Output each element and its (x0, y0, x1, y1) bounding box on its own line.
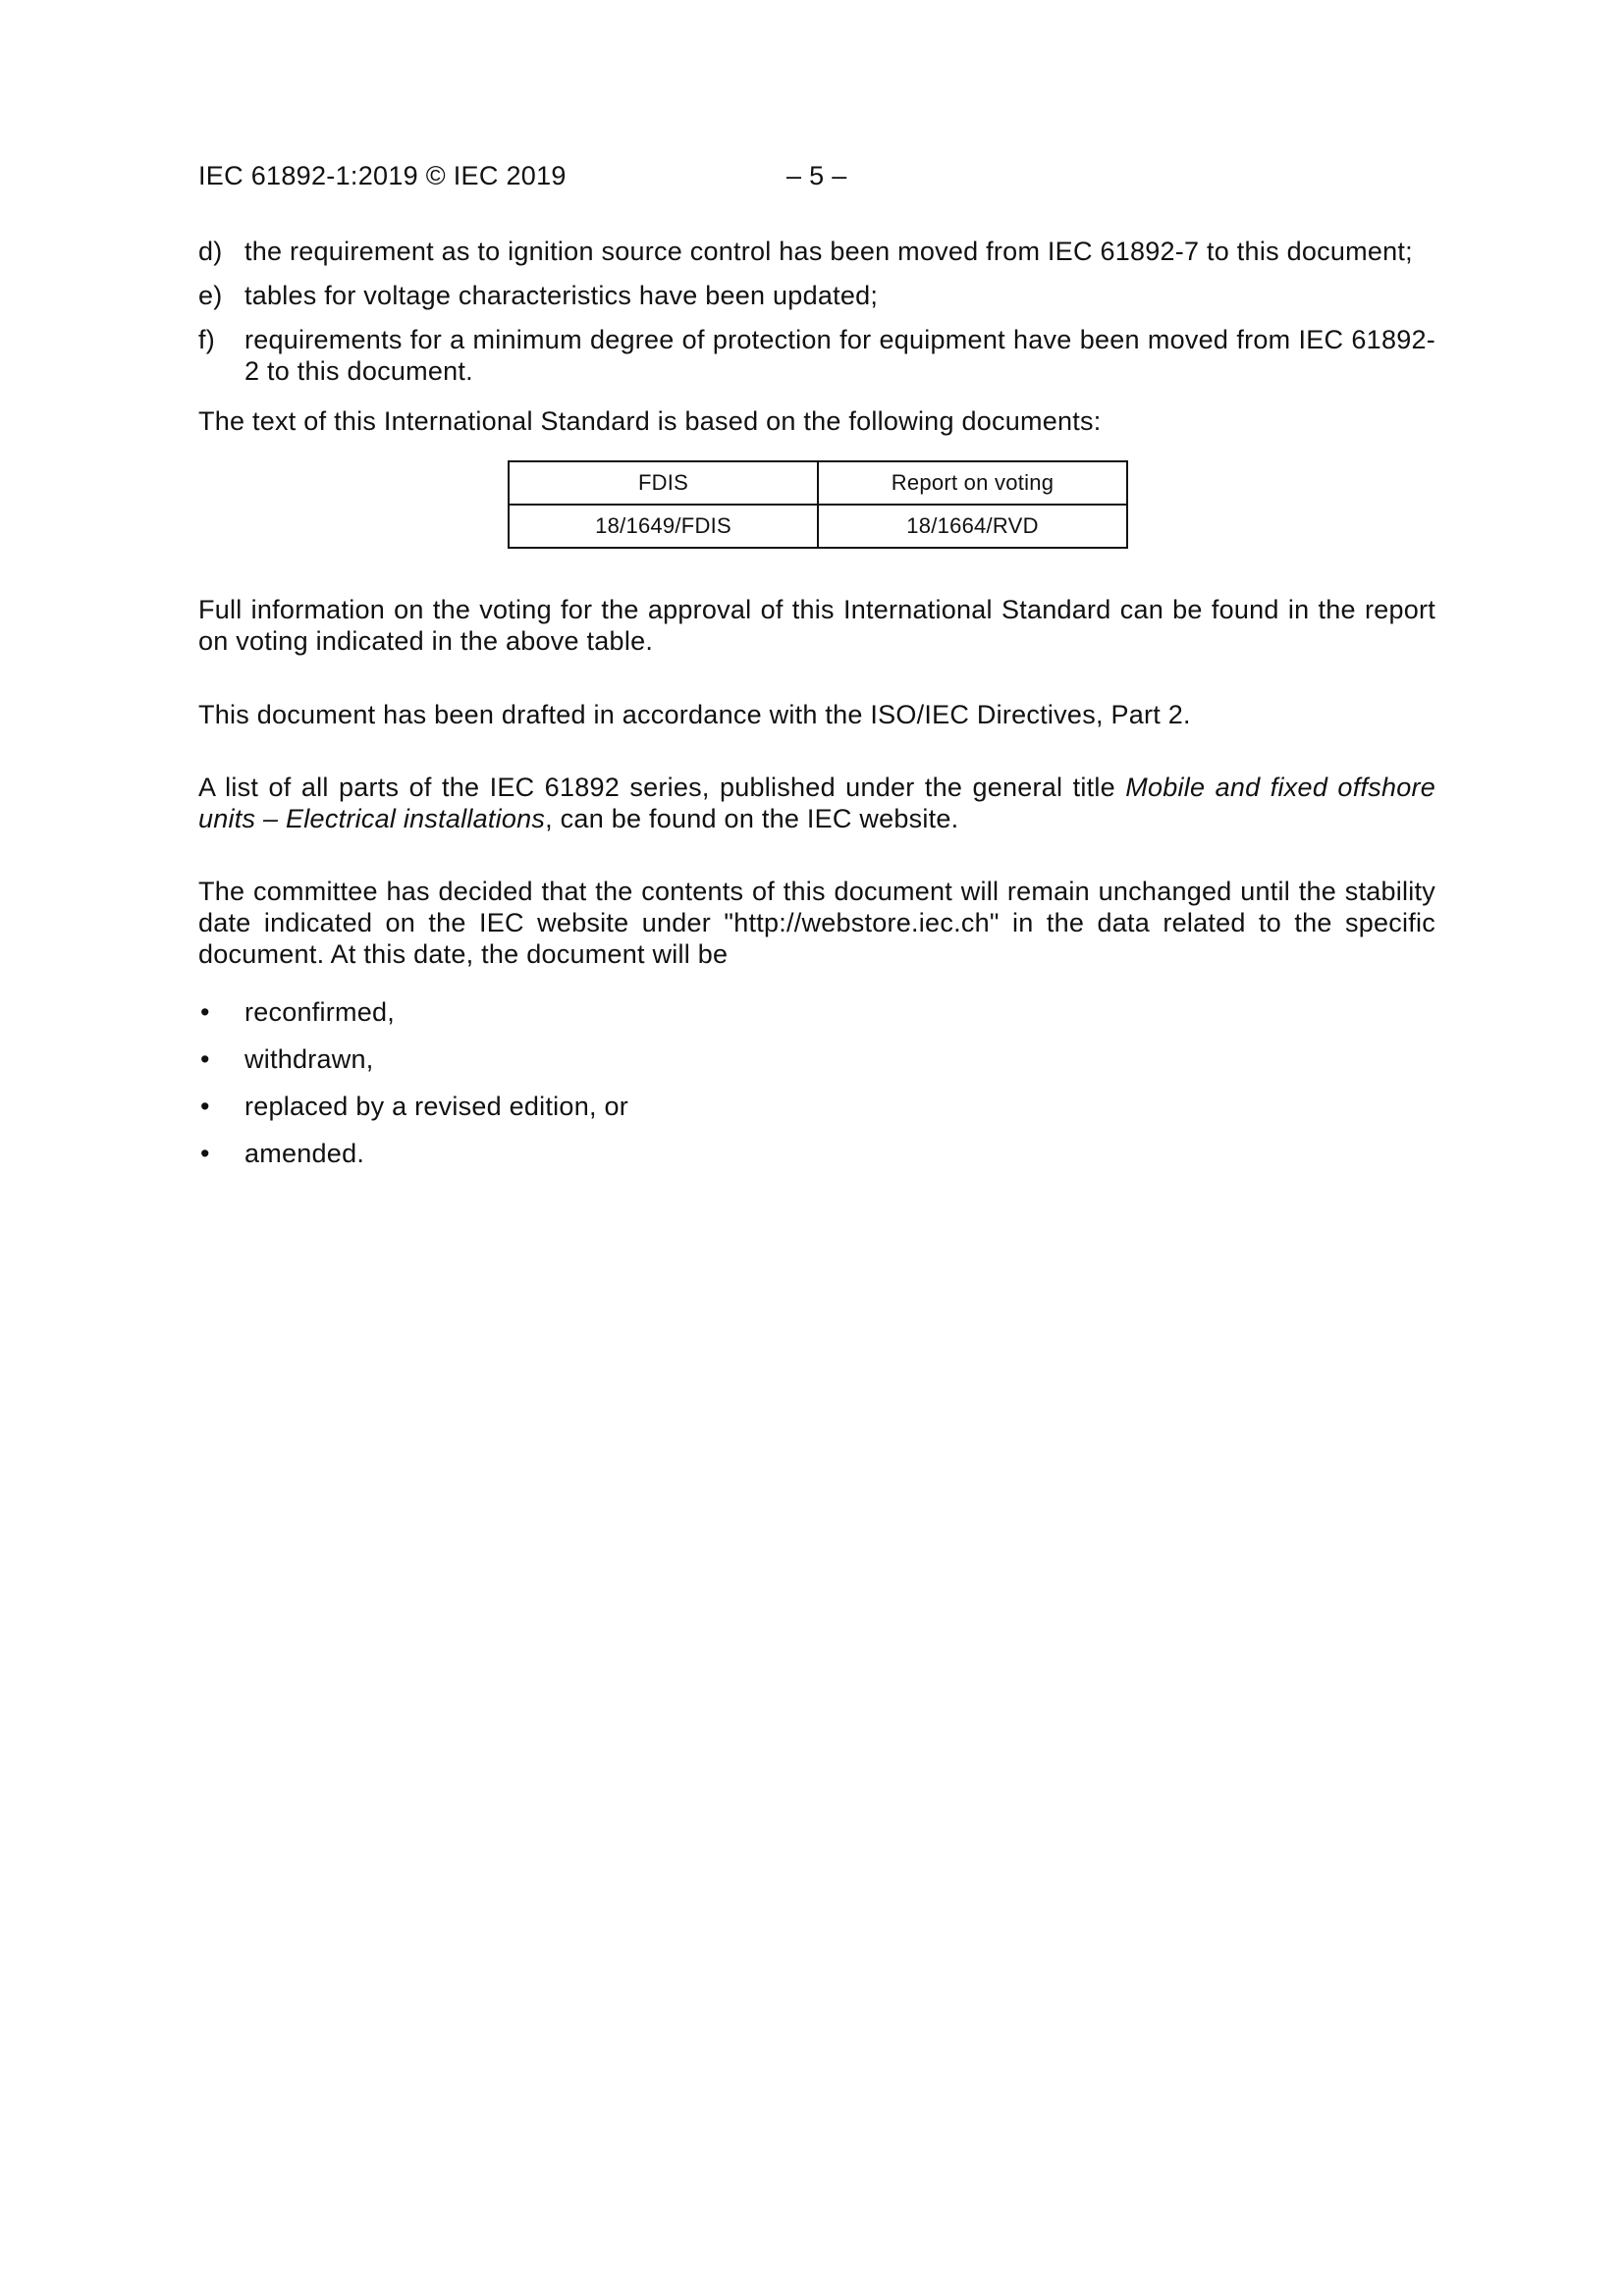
series-text-after: , can be found on the IEC website. (545, 804, 959, 833)
change-item-e (198, 280, 1435, 311)
series-paragraph (198, 772, 1435, 834)
change-item-d (198, 236, 1435, 267)
list-item-text: withdrawn, (244, 1044, 374, 1074)
table-header-report: Report on voting (818, 461, 1127, 505)
list-item-text: replaced by a revised edition, or (244, 1092, 628, 1121)
item-marker: e) (198, 281, 223, 310)
committee-paragraph: The committee has decided that the contents of this document will remain unchanged until the stability date indicated on the IEC website under "http://webstore.iec.ch" in the data related to the specific document. At this date, the document will be (198, 877, 1435, 969)
item-text: requirements for a minimum degree of protection for equipment have been moved from IEC 61892-2 to this document. (244, 325, 1435, 386)
bullet-icon: • (200, 1092, 210, 1121)
table-header-row (509, 461, 1127, 505)
table-header-fdis: FDIS (509, 461, 818, 505)
item-marker: d) (198, 237, 223, 266)
drafting-paragraph: This document has been drafted in accordance with the ISO/IEC Directives, Part 2. (198, 700, 1191, 729)
page-number: – 5 – (786, 161, 847, 190)
list-item-text: reconfirmed, (244, 997, 396, 1027)
bullet-icon: • (200, 1044, 210, 1074)
page-header (198, 161, 1435, 200)
table-cell-rvd: 18/1664/RVD (818, 505, 1127, 548)
full-information-paragraph: Full information on the voting for the approval of this International Standard can be found in the report on voting indicated in the above table. (198, 595, 1435, 656)
list-item (198, 1043, 1435, 1075)
table-row (509, 505, 1127, 548)
item-text: tables for voltage characteristics have been updated; (244, 281, 879, 310)
list-item (198, 1138, 1435, 1169)
bullet-icon: • (200, 997, 210, 1027)
list-item (198, 996, 1435, 1028)
documents-intro: The text of this International Standard is based on the following documents: (198, 406, 1102, 436)
outcome-list (198, 996, 1435, 1169)
item-text: the requirement as to ignition source control has been moved from IEC 61892-7 to this document; (244, 237, 1413, 266)
list-item-text: amended. (244, 1139, 365, 1168)
list-item (198, 1091, 1435, 1122)
item-marker: f) (198, 325, 215, 354)
voting-table (508, 460, 1128, 549)
series-title: Mobile and fixed offshore units – Electrical installations (198, 773, 1435, 833)
series-text-before: A list of all parts of the IEC 61892 series, published under the general title (198, 773, 1126, 802)
change-item-f (198, 324, 1435, 387)
page-content (198, 236, 1435, 1185)
table-cell-fdis: 18/1649/FDIS (509, 505, 818, 548)
bullet-icon: • (200, 1139, 210, 1168)
document-reference: IEC 61892-1:2019 © IEC 2019 (198, 161, 567, 190)
